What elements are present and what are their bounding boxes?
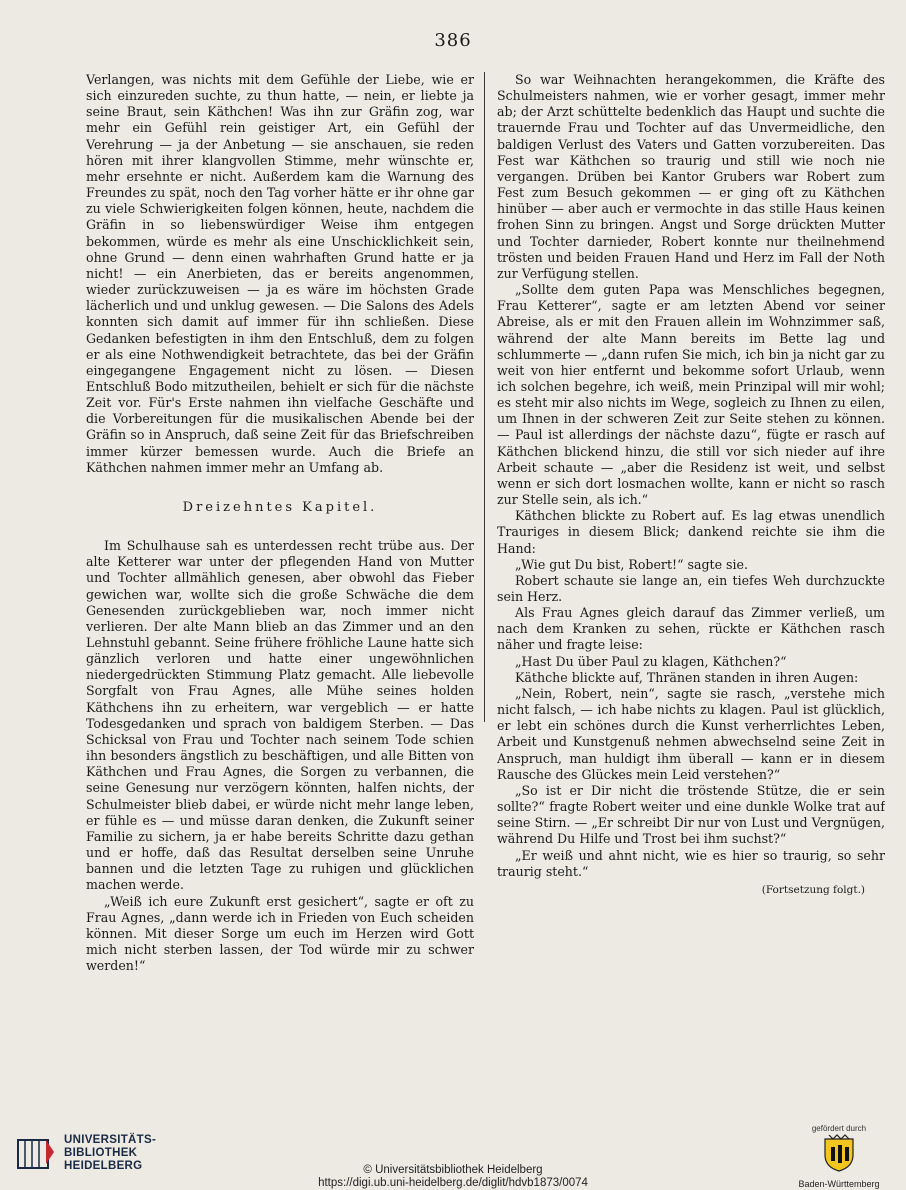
paragraph: Verlangen, was nichts mit dem Gefühle der Liebe, wie er sich einzureden suchte, zu thun hatte, — nein, er liebte ja seine Braut, sein Käthchen! Was ihn zur Gräfin zog, war mehr ein Gefühl rein geistiger Art, ein Gefühl der Verehrung — ja der Anbetung — sie anschauen, sie reden hören mit ihrer klangvollen Stimme, mehr wünschte er, mehr ersehnte er nicht. Außerdem kam die Warnung des Freundes zu spät, noch den Tag vorher hätte er ihr ohne gar zu viele Schwierigkeiten folgen können, heute, nachdem die Gräfin in so liebenswürdiger Weise ihm entgegen bekommen, würde es mehr als eine Unschicklichkeit sein, ohne Grund — denn einen wahrhaften Grund hatte er ja nicht! — ein Anerbieten, das er bereits angenommen, wieder zurückzuweisen — ja es wäre im höchsten Grade lächerlich und und unklug gewesen. — Die Salons des Adels konnten sich damit auf immer für ihn schließen. Diese Gedanken befestigten in ihm den Entschluß, dem zu folgen er als eine Nothwendigkeit betrachtete, das bei der Gräfin eingegangene Engagement nicht zu lösen. — Diesen Entschluß Bodo mitzutheilen, behielt er sich für die nächste Zeit vor. Für's Erste nahmen ihn vielfache Geschäfte und die Vorbereitungen für die musikalischen Abende bei der Gräfin so in Anspruch, daß seine Zeit für das Briefschreiben immer kürzer bemessen wurde. Auch die Briefe an Käthchen nahmen immer mehr an Umfang ab. [86, 72, 474, 475]
funded-by-label: gefördert durch [811, 1124, 867, 1133]
logo-line: HEIDELBERG [64, 1160, 143, 1172]
sponsor-name: Baden-Württemberg [798, 1179, 880, 1189]
paragraph: Im Schulhause sah es unterdessen recht trübe aus. Der alte Ketterer war unter der pflegenden Hand von Mutter und Tochter allmählich genesen, aber obwohl das Fieber gewichen war, wollte sich die große Schwäche die dem Genesenden zurückgeblieben war, noch immer nicht verlieren. Der alte Mann blieb an das Zimmer und an den Lehnstuhl gebannt. Seine frühere fröhliche Laune hatte sich gänzlich verloren und hatte einer ungewöhnlichen niedergedrückten Stimmung Platz gemacht. Alle liebevolle Sorgfalt von Frau Agnes, alle Mühe seines holden Käthchens ihn zu erheitern, war vergeblich — er hatte Todesgedanken und sprach von baldigem Sterben. — Das Schicksal von Frau und Tochter nach seinem Tode schien ihn besonders ängstlich zu beschäftigen, und alle Bitten von Käthchen und Frau Agnes, die Sorgen zu verbannen, die seine Genesung nur verzögern könnten, halfen nichts, der Schulmeister blieb dabei, er würde nicht mehr lange leben, er fühle es — und müsse daran denken, die Zukunft seiner Familie zu sichern, ja er habe bereits Schritte dazu gethan und er hoffe, daß das Resultat derselben seine Unruhe bannen und die letzten Tage zu ruhigen und glücklichen machen werde. [86, 538, 474, 893]
footer [0, 1120, 906, 1188]
paragraph: So war Weihnachten herangekommen, die Kräfte des Schulmeisters nahmen, wie er vorher gesagt, immer mehr ab; der Arzt schüttelte bedenklich das Haupt und suchte die trauernde Frau und Tochter auf das Unvermeidliche, den baldigen Verlust des Vaters und Gatten vorzubereiten. Das Fest war Käthchen so traurig und still wie noch nie vergangen. Drüben bei Kantor Grubers war Robert zum Fest zum Besuch gekommen — er ging oft zu Käthchen hinüber — aber auch er vermochte in das stille Haus keinen frohen Sinn zu bringen. Angst und Sorge drückten Mutter und Tochter darnieder, Robert konnte nur theilnehmend trösten und beiden Frauen Hand und Herz im Fall der Noth zur Verfügung stellen. [497, 72, 885, 281]
paragraph: „So ist er Dir nicht die tröstende Stütze, die er sein sollte?“ fragte Robert weiter und eine dunkle Wolke trat auf seine Stirn. — „Er schreibt Dir nur von Lust und Vergnügen, während Du Hilfe und Trost bei ihm suchst?“ [497, 782, 885, 847]
paragraph: Als Frau Agnes gleich darauf das Zimmer verließ, um nach dem Kranken zu sehen, rückte er Käthchen rasch näher und fragte leise: [497, 605, 885, 653]
coat-of-arms-icon [821, 1133, 857, 1173]
permalink[interactable]: https://digi.ub.uni-heidelberg.de/diglit/hdvb1873/0074 [318, 1177, 588, 1189]
left-column [86, 72, 474, 1052]
page-number: 386 [434, 30, 472, 51]
paragraph: „Nein, Robert, nein“, sagte sie rasch, „verstehe mich nicht falsch, — ich habe nichts zu klagen. Paul ist glücklich, er lebt ein schönes durch die Kunst verherrlichtes Leben, Arbeit und Kunstgenuß nehmen abwechselnd seine Zeit in Anspruch, man huldigt ihm überall — kann er in diesem Rausche des Glückes mein Leid verstehen?“ [497, 685, 885, 782]
logo-line: BIBLIOTHEK [64, 1147, 138, 1159]
paragraph: Käthche blickte auf, Thränen standen in ihren Augen: [515, 669, 859, 685]
paragraph: „Er weiß und ahnt nicht, wie es hier so traurig, so sehr traurig steht.“ [497, 847, 885, 879]
paragraph: „Weiß ich eure Zukunft erst gesichert“, sagte er oft zu Frau Agnes, „dann werde ich in Frieden von Euch scheiden können. Mit dieser Sorge um euch im Herzen wird Gott mich nicht sterben lassen, der Tod würde mir zu schwer werden!“ [86, 893, 474, 974]
copyright-text: © Universitätsbibliothek Heidelberg [363, 1164, 543, 1176]
sponsor-logo[interactable] [784, 1124, 894, 1189]
chapter-heading: Dreizehntes Kapitel. [182, 499, 378, 515]
paragraph: „Hast Du über Paul zu klagen, Käthchen?“ [515, 653, 787, 669]
paragraph: „Wie gut Du bist, Robert!“ sagte sie. [515, 556, 749, 572]
paragraph: „Sollte dem guten Papa was Menschliches begegnen, Frau Ketterer“, sagte er am letzten Abend vor seiner Abreise, als er mit den Frauen allein im Wohnzimmer saß, während der alte Mann bereits im Bette lag und schlummerte — „dann rufen Sie mich, ich bin ja nicht gar zu weit von hier entfernt und bekomme sofort Urlaub, wenn ich solchen begehre, ich weiß, mein Prinzipal will mir wohl; es steht mir also nichts im Wege, sogleich zu Ihnen zu eilen, um Ihnen in der schweren Zeit zur Seite stehen zu können. — Paul ist allerdings der nächste dazu“, fügte er rasch auf Käthchen blickend hinzu, die still vor sich nieder auf ihre Arbeit schaute — „aber die Residenz ist weit, und selbst wenn er sich dort losmachen wollte, kann er nicht so rasch zur Stelle sein, als ich.“ [497, 282, 885, 508]
column-rule [484, 72, 485, 722]
paragraph: Käthchen blickte zu Robert auf. Es lag etwas unendlich Trauriges in diesem Blick; dankend reichte sie ihm die Hand: [497, 508, 885, 556]
right-column [497, 72, 885, 1052]
paragraph: Robert schaute sie lange an, ein tiefes Weh durchzuckte sein Herz. [497, 572, 885, 604]
continued-note: (Fortsetzung folgt.) [761, 883, 865, 896]
logo-line: UNIVERSITÄTS- [64, 1134, 157, 1146]
